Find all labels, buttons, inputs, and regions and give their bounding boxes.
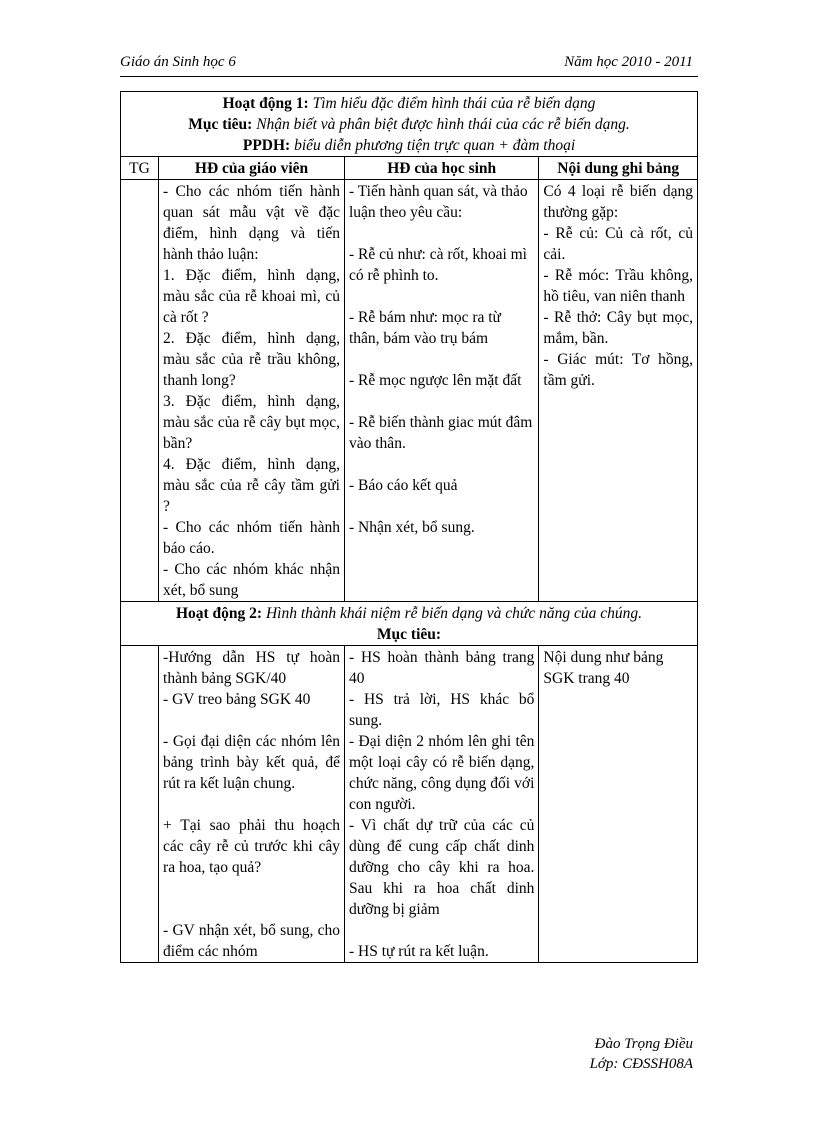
- signature-name: Đào Trọng Điều: [594, 1036, 693, 1052]
- student-step: - Đại diện 2 nhóm lên ghi tên một loại cây có rễ biến dạng, chức năng, công dụng đối với con người.: [349, 733, 535, 813]
- activity1-content-row: [121, 180, 698, 602]
- teacher-step: - Gọi đại diện các nhóm lên bảng trình bày kết quả, để rút ra kết luận chung.: [163, 733, 340, 792]
- activity1-goal: Mục tiêu: Nhận biết và phân biệt được hình thái của các rễ biến dạng.: [188, 116, 630, 133]
- activity2-goal: Mục tiêu:: [376, 626, 442, 643]
- teacher-question: + Tại sao phải thu hoạch các cây rễ củ trước khi cây ra hoa, tạo quả?: [163, 817, 340, 876]
- student-step: - HS tự rút ra kết luận.: [349, 943, 489, 960]
- activity1-ppdh: PPDH: biểu diễn phương tiện trực quan + đàm thoại: [242, 137, 576, 154]
- teacher-question: 4. Đặc điểm, hình dạng, màu sắc của rễ cây tầm gửi ?: [163, 456, 340, 515]
- activity1-board-cell: [539, 180, 698, 602]
- activity2-header-row: [121, 602, 698, 646]
- activity1-header: [121, 92, 698, 157]
- activity1-time-cell: [121, 180, 159, 602]
- column-header-tg: TG: [121, 157, 159, 180]
- board-line: - Giác mút: Tơ hồng, tầm gửi.: [543, 351, 693, 389]
- header-school-year: Năm học 2010 - 2011: [564, 54, 693, 70]
- teacher-step: - Cho các nhóm tiến hành báo cáo.: [163, 519, 340, 557]
- column-header-teacher: HĐ của giáo viên: [159, 157, 345, 180]
- teacher-step: - Cho các nhóm khác nhận xét, bổ sung: [163, 561, 340, 599]
- student-step: - HS trả lời, HS khác bổ sung.: [349, 691, 535, 729]
- student-step: - Tiến hành quan sát, và thảo luận theo yêu cầu:: [349, 183, 528, 221]
- student-step: - Rễ củ như: cà rốt, khoai mì có rễ phình to.: [349, 246, 527, 284]
- activity2-teacher-cell: [159, 646, 345, 963]
- signature-class: Lớp: CĐSSH08A: [589, 1056, 693, 1072]
- header-divider: [120, 76, 698, 77]
- teacher-step: -Hướng dẫn HS tự hoàn thành bảng SGK/40: [163, 649, 340, 687]
- teacher-question: 2. Đặc điểm, hình dạng, màu sắc của rễ trầu không, thanh long?: [163, 330, 340, 389]
- student-step: - Rễ mọc ngược lên mặt đất: [349, 372, 522, 389]
- teacher-question: 3. Đặc điểm, hình dạng, màu sắc của rễ cây bụt mọc, bần?: [163, 393, 340, 452]
- activity1-title: Hoạt động 1: Tìm hiểu đặc điểm hình thái của rễ biến dạng: [222, 95, 596, 112]
- student-step: - HS hoàn thành bảng trang 40: [349, 649, 535, 687]
- board-line: - Rễ móc: Trầu không, hồ tiêu, van niên thanh: [543, 267, 693, 305]
- activity2-student-cell: [345, 646, 539, 963]
- activity1-teacher-cell: [159, 180, 345, 602]
- activity2-header: [121, 602, 698, 646]
- teacher-step: - Cho các nhóm tiến hành quan sát mẫu vật về đặc điểm, hình dạng và tiến hành thảo luận:: [163, 183, 340, 263]
- column-header-student: HĐ của học sinh: [345, 157, 539, 180]
- activity2-content-row: [121, 646, 698, 963]
- student-step: - Rễ bám như: mọc ra từ thân, bám vào trụ bám: [349, 309, 501, 347]
- activity2-title: Hoạt động 2: Hình thành khái niệm rễ biến dạng và chức năng của chúng.: [175, 605, 643, 622]
- student-answer: - Vì chất dự trữ của các củ dùng để cung cấp chất dinh dưỡng cho cây khi ra hoa. Sau khi ra hoa chất dinh dưỡng bị giảm: [349, 817, 535, 918]
- lesson-table: [120, 91, 698, 963]
- board-line: Có 4 loại rễ biến dạng thường gặp:: [543, 183, 693, 221]
- activity1-student-cell: [345, 180, 539, 602]
- activity2-time-cell: [121, 646, 159, 963]
- board-line: - Rễ củ: Củ cà rốt, củ cải.: [543, 225, 693, 263]
- student-step: - Nhận xét, bổ sung.: [349, 519, 475, 536]
- activity2-board-cell: [539, 646, 698, 963]
- board-line: Nội dung như bảng SGK trang 40: [543, 649, 664, 687]
- student-step: - Rễ biến thành giac mút đâm vào thân.: [349, 414, 533, 452]
- column-header-row: [121, 157, 698, 180]
- teacher-step: - GV treo bảng SGK 40: [163, 691, 311, 708]
- student-step: - Báo cáo kết quả: [349, 477, 458, 494]
- activity1-header-row: [121, 92, 698, 157]
- header-subject: Giáo án Sinh học 6: [120, 54, 236, 70]
- column-header-board: Nội dung ghi bảng: [539, 157, 698, 180]
- board-line: - Rễ thở: Cây bụt mọc, mắm, bần.: [543, 309, 693, 347]
- teacher-question: 1. Đặc điểm, hình dạng, màu sắc của rễ khoai mì, củ cà rốt ?: [163, 267, 340, 326]
- teacher-step: - GV nhận xét, bổ sung, cho điểm các nhóm: [163, 922, 340, 960]
